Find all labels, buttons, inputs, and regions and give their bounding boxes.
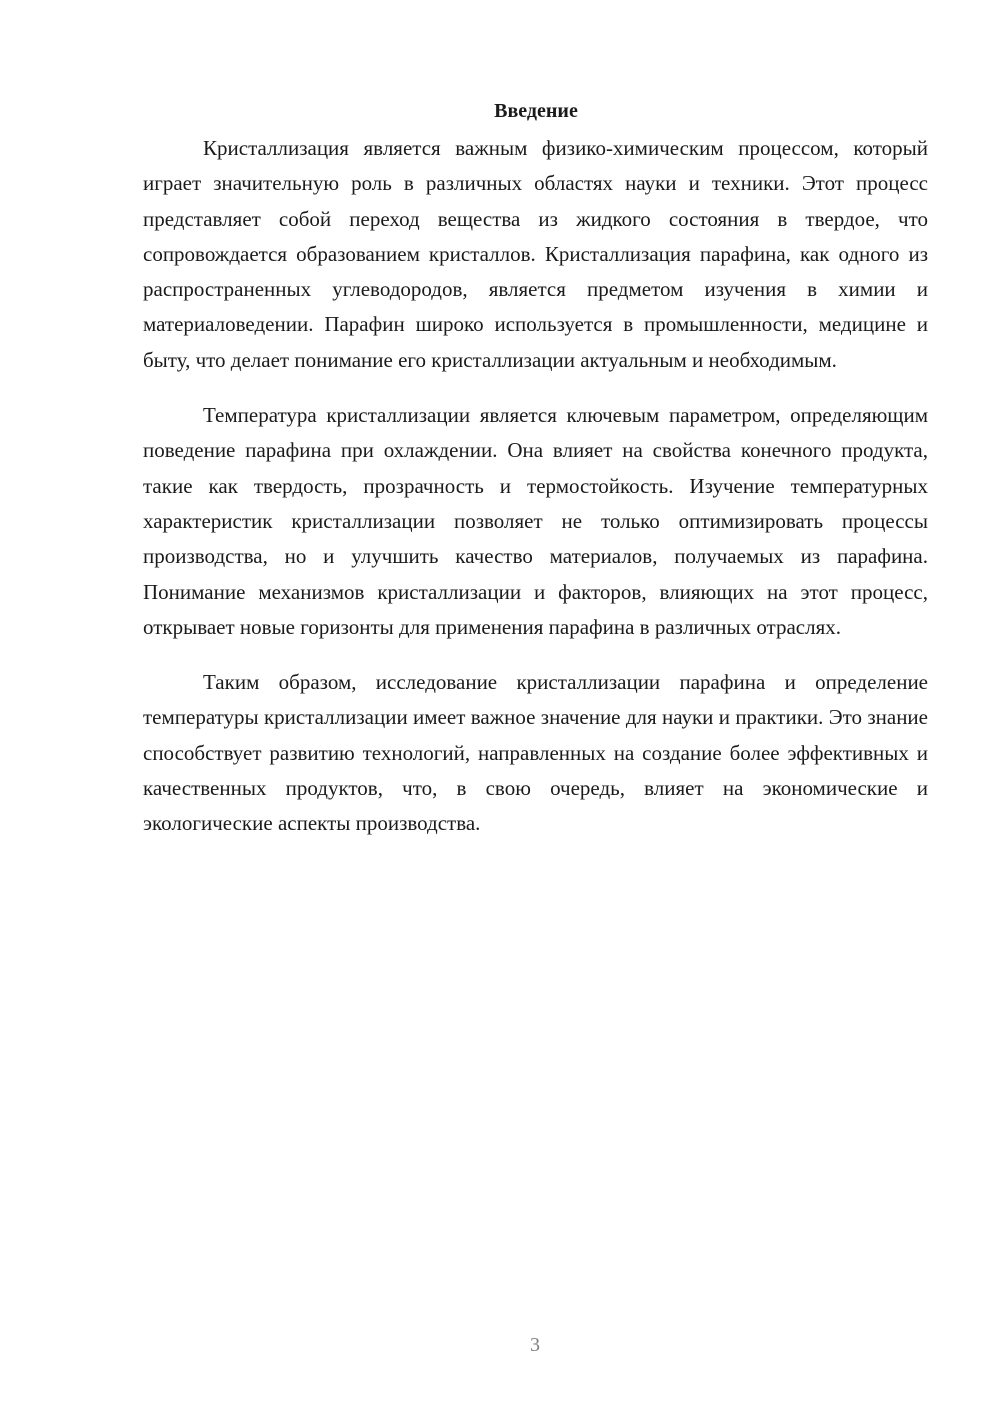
page-number: 3 <box>530 1334 540 1356</box>
paragraph-1: Кристаллизация является важным физико-химическим процессом, который играет значительную роль в различных областях науки и техники. Этот процесс представляет собой переход вещества из жидкого состояния в твердое, что сопровождается образованием кристаллов. Кристаллизация парафина, как одного из распространенных углеводородов, является предметом изучения в химии и материаловедении. Парафин широко используется в промышленности, медицине и быту, что делает понимание его кристаллизации актуальным и необходимым. <box>143 136 928 372</box>
paragraph-2: Температура кристаллизации является ключевым параметром, определяющим поведение парафина при охлаждении. Она влияет на свойства конечного продукта, такие как твердость, прозрачность и термостойкость. Изучение температурных характеристик кристаллизации позволяет не только оптимизировать процессы производства, но и улучшить качество материалов, получаемых из парафина. Понимание механизмов кристаллизации и факторов, влияющих на этот процесс, открывает новые горизонты для применения парафина в различных отраслях. <box>143 403 928 639</box>
section-title: Введение <box>494 100 578 122</box>
paragraph-3: Таким образом, исследование кристаллизации парафина и определение температуры кристаллизации имеет важное значение для науки и практики. Это знание способствует развитию технологий, направленных на создание более эффективных и качественных продуктов, что, в свою очередь, влияет на экономические и экологические аспекты производства. <box>143 670 928 836</box>
page-content <box>143 96 928 862</box>
